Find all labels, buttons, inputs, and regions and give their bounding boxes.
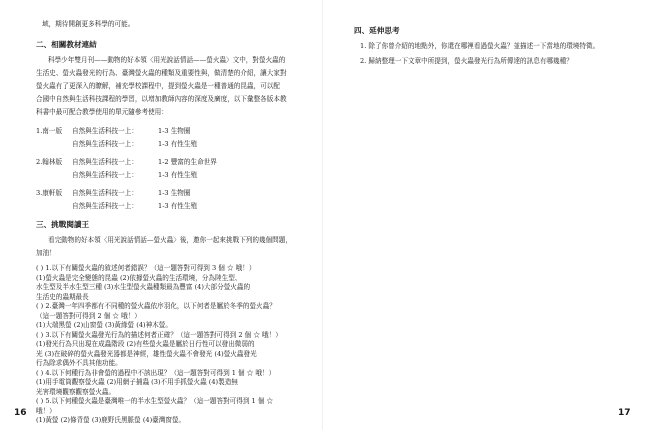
page-number-right: 17 <box>618 408 631 418</box>
question-line: 光 (3)在破碎的螢火蟲發光器都是神經，雄性螢火蟲不會發光 (4)螢火蟲發光 <box>36 349 257 358</box>
reflection-item: 2. 歸納整理一下文章中所提到，螢火蟲發光行為所傳達的訊息有哪幾種？ <box>360 57 573 65</box>
unit-title: 1-3 有性生殖 <box>158 171 198 179</box>
question-line: 哦！） <box>36 406 56 415</box>
publisher-name: 2.翰林版 <box>36 158 63 166</box>
unit-title: 1-2 豐富的生命世界 <box>158 158 217 166</box>
publisher-name: 3.康軒版 <box>36 189 63 197</box>
publisher-name: 1.南一版 <box>36 127 63 135</box>
right-page <box>322 0 645 430</box>
unit-title: 1-3 有性生殖 <box>158 140 198 148</box>
page-number-left: 16 <box>14 408 27 418</box>
left-page <box>0 0 322 430</box>
unit-subject: 自然與生活科技一上： <box>72 189 138 197</box>
reflection-item: 1. 除了你曾介紹的地點外，你還在哪裡看過螢火蟲？並描述一下當地的環境特徵。 <box>360 42 600 50</box>
unit-subject: 自然與生活科技一上： <box>72 171 138 179</box>
section2-line: 科學少年雙月刊——動物的好本領〈用光說話情話——螢火蟲〉文中，對螢火蟲的 <box>48 56 286 64</box>
section3-line: 加油！ <box>36 249 56 257</box>
question-line: ( ) 3.以下有關螢火蟲發光行為的描述何者正確？（這一題答對可得到 2 個 ☆ 哦！） <box>36 330 282 339</box>
unit-subject: 自然與生活科技一上： <box>72 127 138 135</box>
unit-title: 1-3 有性生殖 <box>158 202 198 210</box>
section4-heading: 四、延伸思考 <box>354 26 400 35</box>
question-line: ( ) 5.以下何種螢火蟲是臺灣唯一的半水生型螢火蟲？（這一題答對可得到 1 個 ☆ <box>36 397 274 405</box>
intro-tail-text: 域，期待開創更多科學的可能。 <box>42 20 135 28</box>
unit-subject: 自然與生活科技一上： <box>72 202 138 210</box>
question-line: (1)發光行為只出現在成蟲階段 (2)有些螢火蟲是屬於日行性可以發出微弱的 <box>36 340 255 348</box>
question-line: 光害環境觀察觀察螢火蟲。 <box>36 387 116 396</box>
question-line: ( ) 2.臺灣一年四季都有不同種的螢火蟲依序羽化，以下何者是屬於冬季的螢火蟲？ <box>36 302 276 310</box>
section2-line: 科書中最可配合教學使用的單元隨參考使用： <box>36 108 168 116</box>
question-line: 水生型及半水生型三種 (3)水生型螢火蟲種類最為豐富 (4)大部分螢火蟲的 <box>36 283 251 291</box>
unit-subject: 自然與生活科技一上： <box>72 158 138 166</box>
unit-title: 1-3 生物圈 <box>158 127 191 135</box>
question-line: (1)黃螢 (2)條背螢 (3)鹿野氏黑脈螢 (4)臺灣窗螢。 <box>36 416 186 424</box>
unit-title: 1-3 生物圈 <box>158 189 191 197</box>
question-line: 行為除求偶外不具其他功能。 <box>36 359 122 367</box>
question-line: ( ) 1.以下有關螢火蟲的敘述何者錯誤？（這一題答對可得到 3 個 ☆ 哦！） <box>36 264 256 272</box>
question-line: (1)螢火蟲是完全變態的昆蟲 (2)依據螢火蟲的生活環境，分為陸生型、 <box>36 273 242 282</box>
unit-subject: 自然與生活科技一上： <box>72 140 138 148</box>
section2-line: 生活史、螢火蟲發光的行為、臺灣螢火蟲的種類及重要性與，做清楚的介紹，讓大家對 <box>36 69 287 77</box>
question-line: (1)大端黑螢 (2)山窗螢 (3)黃緣螢 (4)神木螢。 <box>36 321 172 329</box>
section2-heading: 二、相關教材連結 <box>36 40 97 49</box>
section3-heading: 三、挑戰閱讀王 <box>36 220 90 229</box>
question-line: 生活史的蟲期最長 <box>36 292 89 301</box>
question-line: （這一題答對可得到 2 個 ☆ 哦！） <box>36 311 141 320</box>
section2-line: 合國中自然與生活科技課程的學習，以增加教師內容的深度及廣度，以下彙整各版本教 <box>36 95 287 103</box>
question-line: (1)用手電筒觀察螢火蟲 (2)用網子捕蟲 (3)不用手抓螢火蟲 (4)製造無 <box>36 378 238 386</box>
question-line: ( ) 4.以下何種行為非會螢的過程中不該出現？（這一題答對可得到 1 個 ☆ 哦！） <box>36 368 276 377</box>
section2-line: 螢火蟲有了更深入的瞭解，補充學校課程中，提到螢火蟲是一種普通的昆蟲，可以配 <box>36 82 280 90</box>
section3-line: 看完動物的好本領〈用光說話情話—螢火蟲〉後，邀你一起來挑戰下列的幾個問題， <box>48 236 292 244</box>
